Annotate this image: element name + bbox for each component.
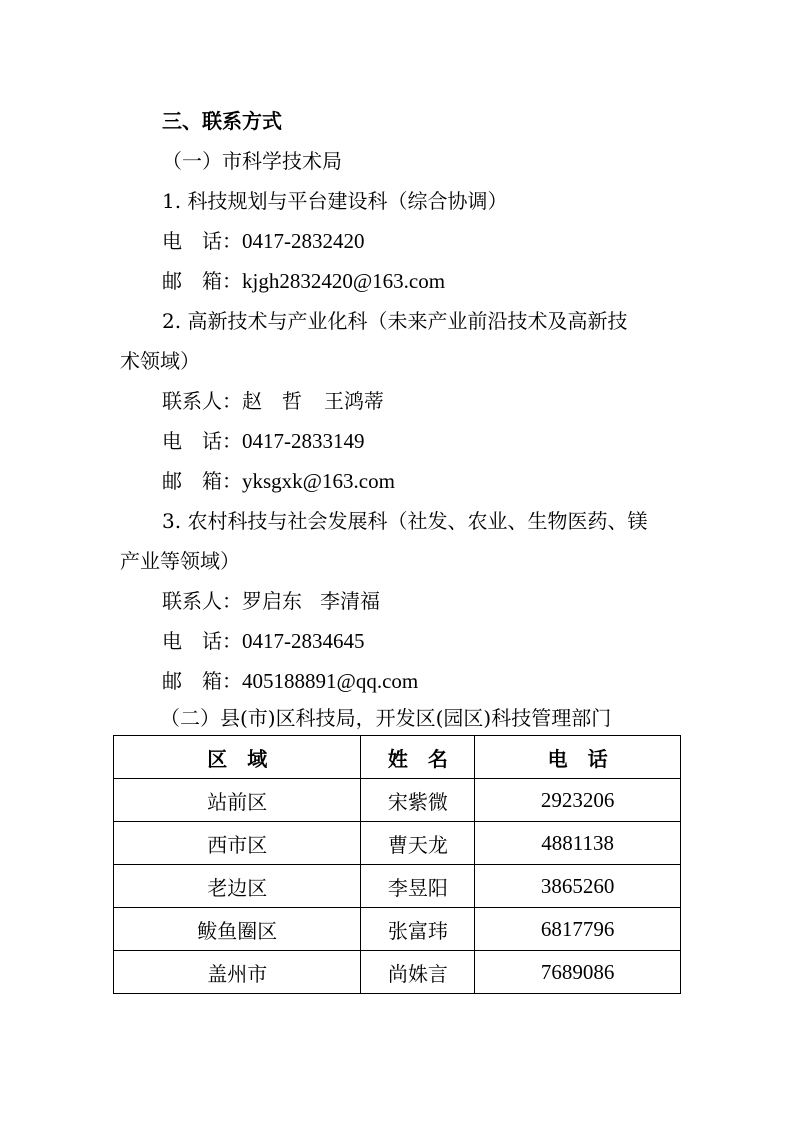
- cell-region: 西市区: [114, 822, 361, 865]
- dept-2-title-line2: 术领域）: [120, 349, 200, 373]
- contact-label: 联系人：: [162, 589, 242, 613]
- dept-3-phone: [162, 621, 722, 661]
- cell-region: 盖州市: [114, 951, 361, 994]
- contact-label: 联系人：: [162, 389, 242, 413]
- contact-person: 李清福: [320, 589, 380, 613]
- dept-3-title-line1: 3. 农村科技与社会发展科（社发、农业、生物医药、镁: [162, 509, 648, 533]
- table-header-row: [114, 736, 681, 779]
- column-header-name: 姓 名: [361, 736, 475, 779]
- phone-label: 电 话：: [162, 229, 242, 253]
- phone-number: 0417-2834645: [242, 629, 365, 653]
- email-label: 邮 箱：: [162, 269, 242, 293]
- cell-name: 曹天龙: [361, 822, 475, 865]
- phone-label: 电 话：: [162, 429, 242, 453]
- cell-region: 老边区: [114, 865, 361, 908]
- table-row: [114, 822, 681, 865]
- table-row: [114, 865, 681, 908]
- email-label: 邮 箱：: [162, 469, 242, 493]
- email-label: 邮 箱：: [162, 669, 242, 693]
- districts-heading: （二）县(市)区科技局，开发区(园区)科技管理部门: [160, 706, 612, 730]
- column-header-region: 区 域: [114, 736, 361, 779]
- cell-phone: 6817796: [475, 908, 681, 951]
- column-header-phone: 电 话: [475, 736, 681, 779]
- dept-3-title-line2: 产业等领域）: [120, 549, 240, 573]
- phone-number: 0417-2833149: [242, 429, 365, 453]
- district-contacts-table: [113, 735, 681, 994]
- dept-1-phone: [162, 221, 722, 261]
- email-address: yksgxk@163.com: [242, 469, 395, 493]
- cell-region: 站前区: [114, 779, 361, 822]
- table-row: [114, 951, 681, 994]
- dept-1-email: [162, 261, 722, 301]
- dept-3-contacts: [162, 581, 722, 621]
- contact-person: 赵 哲: [242, 389, 302, 413]
- dept-2-email: [162, 461, 722, 501]
- dept-2-contacts: [162, 381, 722, 421]
- table-row: [114, 779, 681, 822]
- dept-2-title-line1: 2. 高新技术与产业化科（未来产业前沿技术及高新技: [162, 309, 628, 333]
- cell-name: 张富玮: [361, 908, 475, 951]
- table-row: [114, 908, 681, 951]
- section-title: 三、联系方式: [162, 109, 282, 133]
- contact-person: 罗启东: [242, 589, 302, 613]
- dept-3-email: [162, 661, 722, 701]
- phone-number: 0417-2832420: [242, 229, 365, 253]
- contact-person: 王鸿蒂: [324, 389, 384, 413]
- cell-phone: 7689086: [475, 951, 681, 994]
- cell-phone: 4881138: [475, 822, 681, 865]
- cell-name: 宋紫微: [361, 779, 475, 822]
- phone-label: 电 话：: [162, 629, 242, 653]
- cell-name: 尚姝言: [361, 951, 475, 994]
- email-address: 405188891@qq.com: [242, 669, 419, 693]
- dept-2-phone: [162, 421, 722, 461]
- cell-phone: 3865260: [475, 865, 681, 908]
- dept-1-title: 1. 科技规划与平台建设科（综合协调）: [162, 189, 508, 213]
- cell-name: 李昱阳: [361, 865, 475, 908]
- cell-region: 鲅鱼圈区: [114, 908, 361, 951]
- city-heading: （一）市科学技术局: [162, 149, 342, 173]
- email-address: kjgh2832420@163.com: [242, 269, 446, 293]
- cell-phone: 2923206: [475, 779, 681, 822]
